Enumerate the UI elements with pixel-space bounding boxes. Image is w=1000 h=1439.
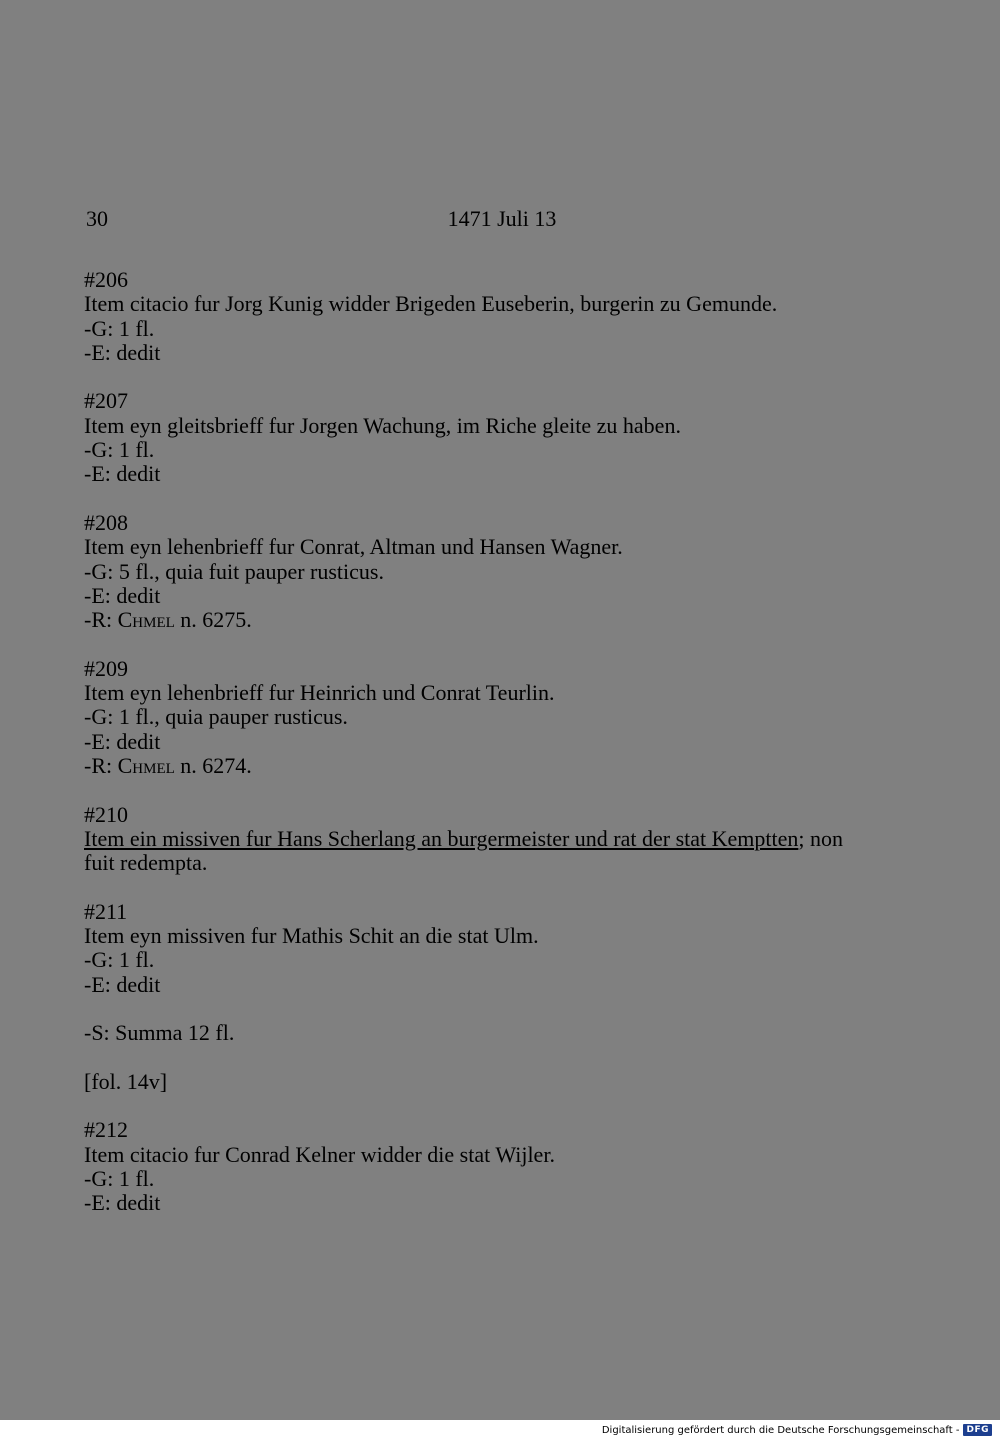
entry-number: #206 [84, 267, 128, 292]
entry-spacer [84, 875, 924, 899]
folio-marker: [fol. 14v] [84, 1068, 168, 1094]
entry-reference [84, 754, 924, 778]
entry-fee: -G: 1 fl. [84, 947, 155, 973]
reference-author: Chmel [117, 752, 175, 778]
entry-payment: -E: dedit [84, 339, 161, 365]
entry-text-continuation: ; non [798, 825, 844, 851]
dfg-logo: DFG [963, 1424, 992, 1436]
reference-number: n. 6275. [174, 607, 252, 633]
digitization-credit [602, 1421, 992, 1439]
entry-212 [84, 1118, 924, 1215]
entry-spacer [84, 365, 924, 389]
reference-prefix: -R: [84, 607, 118, 633]
entry-spacer [84, 1046, 924, 1070]
entry-payment: -E: dedit [84, 1190, 161, 1216]
entry-210 [84, 803, 924, 876]
underlined-text: Item ein missiven fur Hans Scherlang an burgermeister und rat der stat Kemptten [84, 825, 799, 851]
entry-text: Item eyn lehenbrieff fur Heinrich und Conrat Teurlin. [84, 680, 555, 706]
reference-prefix: -R: [84, 752, 118, 778]
document-body [84, 268, 924, 1216]
credit-text: Digitalisierung gefördert durch die Deutsche Forschungsgemeinschaft - [601, 1424, 960, 1436]
entry-text-line-2: fuit redempta. [84, 850, 208, 876]
entry-text: Item eyn lehenbrieff fur Conrat, Altman und Hansen Wagner. [84, 534, 623, 560]
entry-207 [84, 389, 924, 486]
entry-fee: -G: 1 fl. [84, 315, 155, 341]
entry-text: Item citacio fur Jorg Kunig widder Brigeden Euseberin, burgerin zu Gemunde. [84, 291, 778, 317]
page-header [86, 206, 918, 238]
summa-line: -S: Summa 12 fl. [84, 1020, 235, 1046]
entry-number: #209 [84, 655, 128, 681]
entry-number: #210 [84, 801, 128, 827]
entry-spacer [84, 632, 924, 656]
entry-fee: -G: 1 fl. [84, 437, 155, 463]
entry-text: Item eyn missiven fur Mathis Schit an die stat Ulm. [84, 923, 539, 949]
entry-payment: -E: dedit [84, 728, 161, 754]
entry-reference [84, 608, 924, 632]
entry-spacer [84, 778, 924, 802]
entry-payment: -E: dedit [84, 582, 161, 608]
entry-206 [84, 268, 924, 365]
entry-number: #211 [84, 898, 128, 924]
reference-number: n. 6274. [174, 752, 252, 778]
entry-fee: -G: 5 fl., quia fuit pauper rusticus. [84, 558, 384, 584]
entry-spacer [84, 997, 924, 1021]
entry-208 [84, 511, 924, 632]
entry-payment: -E: dedit [84, 461, 161, 487]
entry-fee: -G: 1 fl., quia pauper rusticus. [84, 704, 348, 730]
entry-number: #212 [84, 1117, 128, 1143]
entry-spacer [84, 1094, 924, 1118]
entry-text: Item citacio fur Conrad Kelner widder die stat Wijler. [84, 1141, 555, 1167]
page-number: 30 [86, 206, 108, 231]
reference-author: Chmel [117, 607, 175, 633]
entry-209 [84, 657, 924, 778]
entry-fee: -G: 1 fl. [84, 1165, 155, 1191]
entry-text [84, 827, 924, 851]
entry-payment: -E: dedit [84, 971, 161, 997]
running-head-date: 1471 Juli 13 [447, 206, 557, 231]
entry-text: Item eyn gleitsbrieff fur Jorgen Wachung, im Riche gleite zu haben. [84, 412, 681, 438]
entry-number: #208 [84, 509, 128, 535]
entry-number: #207 [84, 388, 128, 414]
entry-211 [84, 900, 924, 997]
entry-spacer [84, 487, 924, 511]
